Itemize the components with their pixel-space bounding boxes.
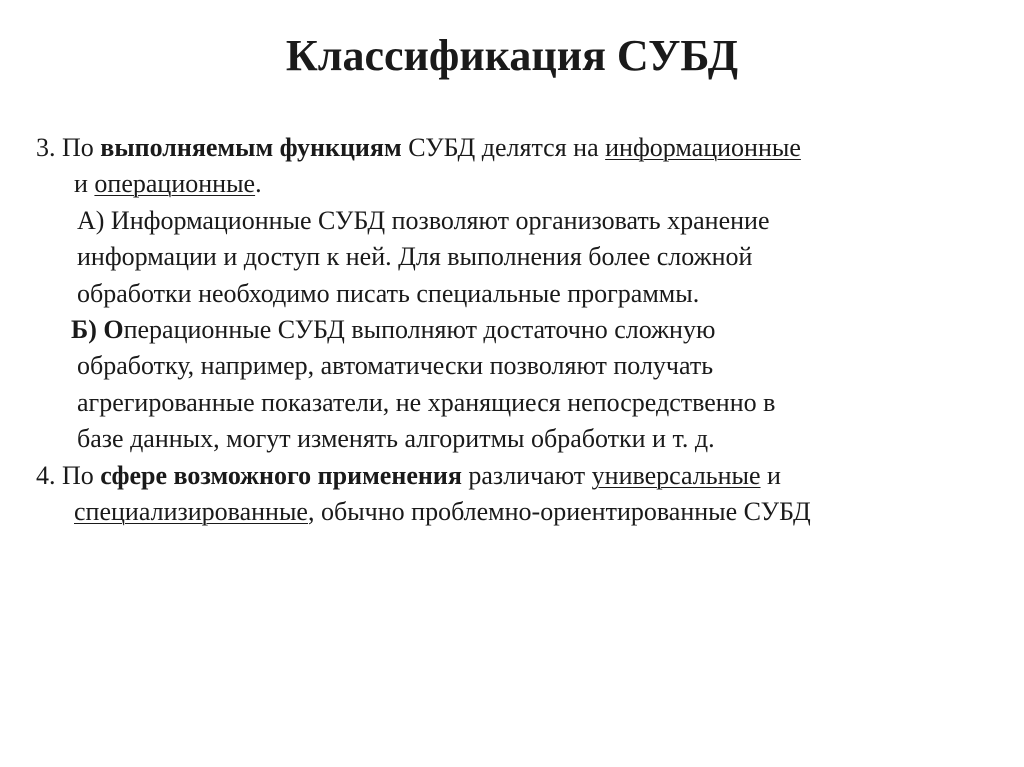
subA-line-3: обработки необходимо писать специальные программы.	[77, 278, 700, 308]
item4-type-specialized: специализированные	[74, 496, 308, 526]
item4-line-2	[36, 494, 996, 530]
item3-mid: СУБД делятся на	[408, 133, 599, 162]
subB-line-2: обработку, например, автоматически позволяют получать	[77, 351, 714, 381]
item4-line-1	[36, 458, 996, 494]
subB-label: Б) О	[71, 314, 124, 344]
subB-line-4: базе данных, могут изменять алгоритмы обработки и т. д.	[77, 424, 715, 454]
item3-prefix: По	[62, 133, 94, 162]
slide-title: Классификация СУБД	[285, 31, 739, 80]
item3-type-operational: операционные	[94, 169, 256, 199]
item4-number: 4.	[36, 460, 56, 490]
subB-line-3: агрегированные показатели, не хранящиеся непосредственно в	[77, 387, 776, 417]
item3-end: .	[255, 169, 262, 199]
slide-body	[36, 130, 996, 530]
item4-mid: различают	[468, 460, 586, 490]
item4-type-universal: универсальные	[591, 460, 761, 490]
item3-line-2	[36, 166, 996, 202]
subA-line-1: А) Информационные СУБД позволяют организовать хранение	[77, 205, 770, 235]
item4-end: , обычно проблемно-ориентированные СУБД	[307, 496, 811, 526]
item4-joiner: и	[767, 460, 781, 490]
item3-criterion: выполняемым функциям	[100, 133, 402, 162]
item4-prefix: По	[62, 460, 94, 490]
subB-first-rest: перационные СУБД выполняют достаточно сложную	[123, 314, 716, 344]
item3-number: 3.	[36, 133, 56, 162]
subA-line-2: информации и доступ к ней. Для выполнения более сложной	[77, 242, 753, 272]
item3-type-informational: информационные	[605, 133, 801, 162]
item4-criterion: сфере возможного применения	[100, 460, 462, 490]
subB-line-1	[36, 312, 996, 348]
item3-line-1	[36, 130, 996, 166]
item3-joiner: и	[74, 169, 88, 199]
